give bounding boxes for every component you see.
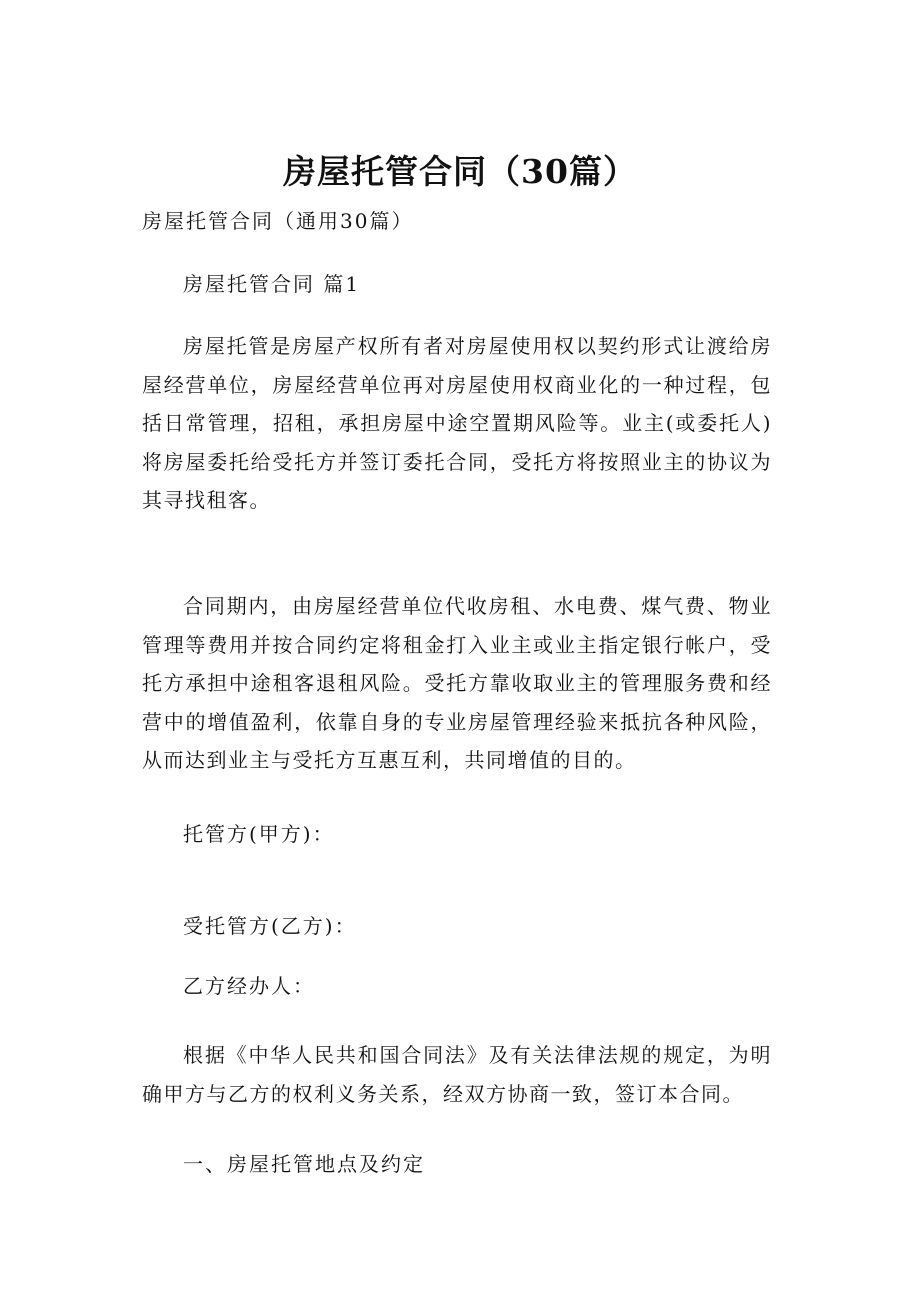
clause-heading: 一、房屋托管地点及约定 bbox=[183, 1152, 425, 1176]
party-b-label: 受托管方(乙方)： bbox=[183, 914, 357, 938]
document-title: 房屋托管合同（30篇） bbox=[283, 152, 637, 191]
paragraph-intro: 房屋托管是房屋产权所有者对房屋使用权以契约形式让渡给房屋经营单位，房屋经营单位再对房屋使用权商业化的一种过程，包括日常管理，招租，承担房屋中途空置期风险等。业主(或委托人)将房屋委托给受托方并签订委托合同，受托方将按照业主的协议为其寻找租客。 bbox=[142, 334, 772, 512]
agent-label: 乙方经办人： bbox=[183, 974, 315, 998]
paragraph-contract-period: 合同期内，由房屋经营单位代收房租、水电费、煤气费、物业管理等费用并按合同约定将租金打入业主或业主指定银行帐户，受托方承担中途租客退租风险。受托方靠收取业主的管理服务费和经营中的增值盈利，依靠自身的专业房屋管理经验来抵抗各种风险，从而达到业主与受托方互惠互利，共同增值的目的。 bbox=[142, 594, 772, 772]
document-subtitle: 房屋托管合同（通用30篇） bbox=[142, 209, 414, 233]
paragraph-legal-basis: 根据《中华人民共和国合同法》及有关法律法规的规定，为明确甲方与乙方的权利义务关系，经双方协商一致，签订本合同。 bbox=[142, 1043, 772, 1106]
party-a-label: 托管方(甲方)： bbox=[183, 822, 335, 846]
section-heading: 房屋托管合同 篇1 bbox=[183, 272, 361, 296]
